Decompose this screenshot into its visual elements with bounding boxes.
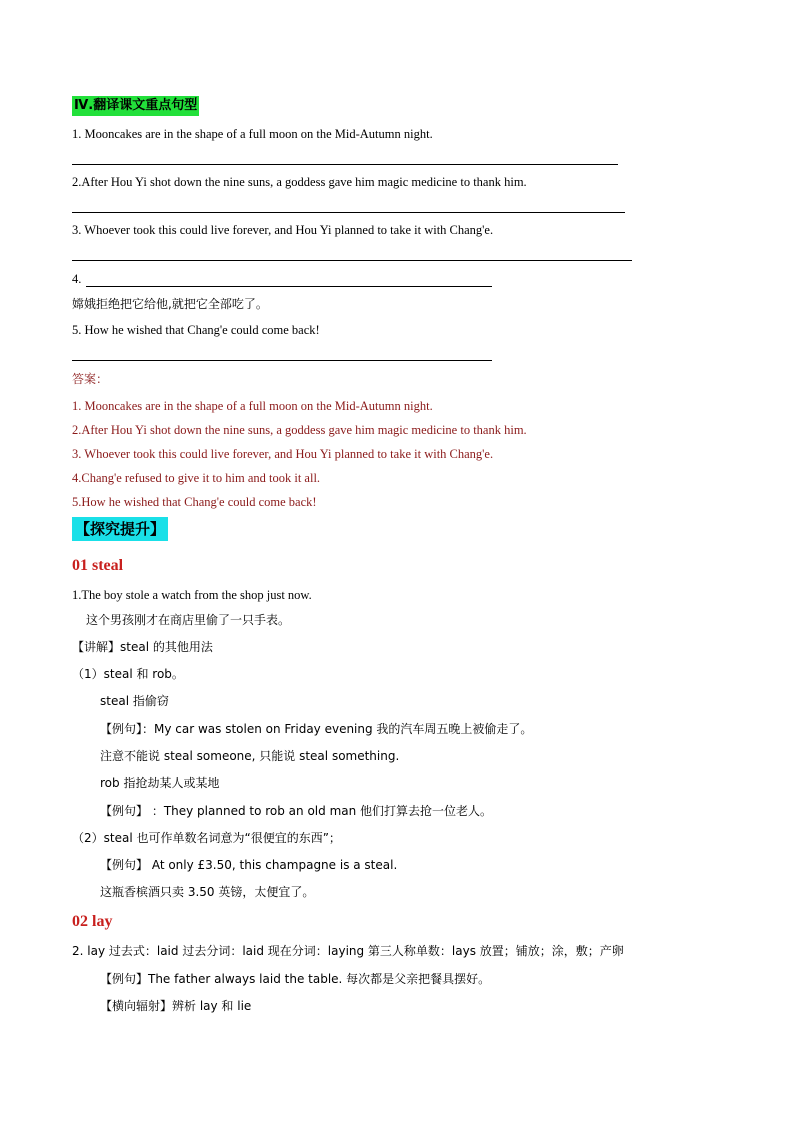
- answer-blank-3[interactable]: [72, 260, 632, 261]
- steal-example-sentence: 【例句】：My car was stolen on Friday evening 我的汽车周五晚上被偷走了。: [100, 722, 533, 736]
- answer-blank-5[interactable]: [72, 360, 492, 361]
- steal-note: 注意不能说 steal someone, 只能说 steal something.: [100, 749, 400, 763]
- answers-label: 答案：: [72, 372, 109, 386]
- answer-3: 3. Whoever took this could live forever, and Hou Yi planned to take it with Chang'e.: [72, 447, 494, 461]
- lay-lie-comparison: 【横向辐射】辨析 lay 和 lie: [100, 999, 252, 1013]
- question-4-number: 4.: [72, 272, 82, 286]
- answer-4: 4.Chang'e refused to give it to him and took it all.: [72, 471, 321, 485]
- answer-1: 1. Mooncakes are in the shape of a full moon on the Mid-Autumn night.: [72, 399, 433, 413]
- steal-point-1: （1）steal 和 rob。: [72, 667, 184, 681]
- answer-blank-1[interactable]: [72, 164, 618, 165]
- lay-forms: 2. lay 过去式：laid 过去分词：laid 现在分词：laying 第三人称单数：lays 放置；铺放；涂，敷；产卵: [72, 944, 624, 958]
- steal-noun-example: 【例句】 At only £3.50, this champagne is a steal.: [100, 858, 398, 872]
- question-4-chinese: 嫦娥拒绝把它给他,就把它全部吃了。: [72, 297, 268, 311]
- steal-example-chinese: 这个男孩刚才在商店里偷了一只手表。: [86, 613, 291, 627]
- steal-noun-translation: 这瓶香槟酒只卖 3.50 英镑，太便宜了。: [100, 885, 315, 899]
- answer-2: 2.After Hou Yi shot down the nine suns, a goddess gave him magic medicine to thank him.: [72, 423, 527, 437]
- question-3: 3. Whoever took this could live forever, and Hou Yi planned to take it with Chang'e.: [72, 223, 494, 237]
- question-2: 2.After Hou Yi shot down the nine suns, a goddess gave him magic medicine to thank him.: [72, 175, 527, 189]
- question-1: 1. Mooncakes are in the shape of a full moon on the Mid-Autumn night.: [72, 127, 433, 141]
- steal-meaning: steal 指偷窃: [100, 694, 169, 708]
- section-02-title: 02 lay: [72, 913, 113, 930]
- answer-5: 5.How he wished that Chang'e could come back!: [72, 495, 317, 509]
- rob-example-sentence: 【例句】 ：They planned to rob an old man 他们打算去抢一位老人。: [100, 804, 493, 818]
- section-heading: Ⅳ.翻译课文重点句型: [72, 96, 199, 116]
- answer-blank-2[interactable]: [72, 212, 625, 213]
- question-5: 5. How he wished that Chang'e could come back!: [72, 323, 320, 337]
- explore-heading: 【探究提升】: [72, 517, 168, 541]
- lay-example: 【例句】The father always laid the table. 每次都是父亲把餐具摆好。: [100, 972, 491, 986]
- steal-example: 1.The boy stole a watch from the shop just now.: [72, 588, 312, 602]
- steal-explanation: 【讲解】steal 的其他用法: [72, 640, 213, 654]
- steal-point-2: （2）steal 也可作单数名词意为“很便宜的东西”；: [72, 831, 341, 845]
- answer-blank-4[interactable]: [86, 286, 492, 287]
- section-01-title: 01 steal: [72, 557, 124, 574]
- rob-meaning: rob 指抢劫某人或某地: [100, 776, 220, 790]
